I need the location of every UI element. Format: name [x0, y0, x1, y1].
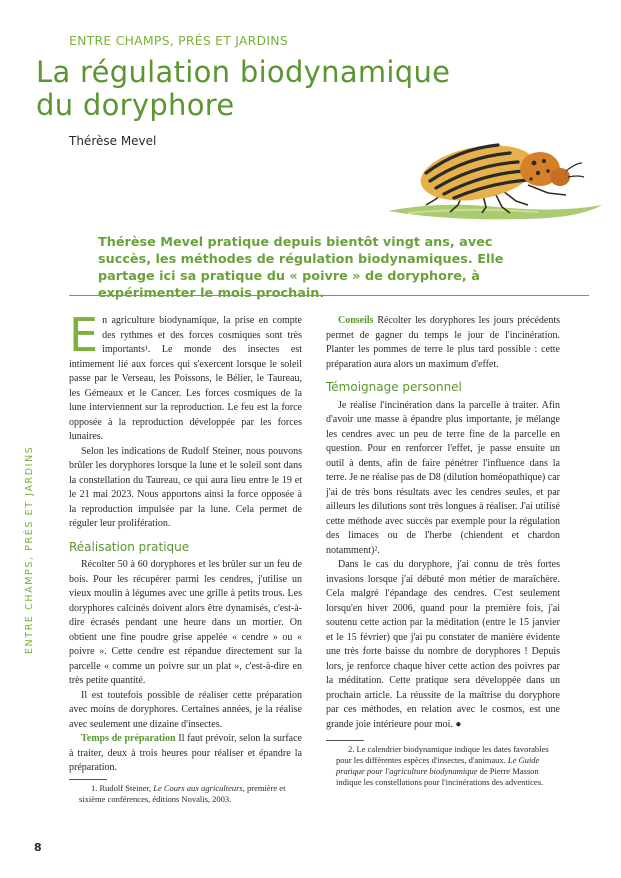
- right-column: [326, 314, 560, 788]
- inline-heading-conseils: Conseils: [338, 315, 374, 326]
- paragraph: Dans le cas du doryphore, j'ai connu de très fortes invasions lorsque j'ai débuté mon métier de maraîchère. Cela malgré l'épandage des cendres. C'est seulement lorsqu'en hiver 2006, quand pour la première fois, j'ai soutenu cette action par la méditation (entre le 15 janvier et le 15 février) que j'ai pu constater de manière évidente une très forte baisse du nombre de doryphores ! Depuis lors, je renforce chaque hiver cette action des poivres par la méditation. Cette pratique sera développée dans un prochain article. La réussite de la maîtrise du doryphore par ces méthodes, en relation avec le cosmos, est une grande joie intérieure pour moi. ●: [326, 559, 560, 730]
- footnote-divider: [69, 779, 107, 780]
- author-name: Thérèse Mevel: [69, 134, 157, 148]
- paragraph: Je réalise l'incinération dans la parcelle à traiter. Afin d'avoir une masse à épandre plus importante, je mélange les cendres avec un peu de terre fine de la parcelle en question. Pour en renforcer l'effet, je passe ensuite un outil à dents, afin de faire pénétrer l'influence dans la terre. Je ne réalise pas de D8 (dilution homéopathique) car j'ai de très bons résultats avec les cendres seules, et par ailleurs les dilutions sont très longues à réaliser. J'ai utilisé cette méthode avec succès par exemple pour la régulation des limaces ou de l'herbe (chiendent et chardon notamment)².: [326, 399, 560, 556]
- drop-cap: E: [69, 308, 99, 362]
- left-column: [69, 308, 302, 805]
- article-title: La régulation biodynamique du doryphore: [36, 55, 451, 122]
- footnote-divider: [326, 740, 364, 741]
- paragraph: Selon les indications de Rudolf Steiner, nous pouvons brûler les doryphores lorsque la lune et le soleil sont dans la constellation du Taureau, ce qui aura lieu entre le 19 et le 21 mai 2023. Nous apportons ainsi la force opposée à la reproduction impulsée par la lune. Cela permet de réguler leur prolifération.: [69, 445, 302, 529]
- paragraph: Temps de préparation Il faut prévoir, selon la surface à traiter, deux à trois heures pour réaliser et épandre la préparation.: [69, 733, 302, 773]
- intro-paragraph: Thérèse Mevel pratique depuis bientôt vingt ans, avec succès, les méthodes de régulation biodynamiques. Elle partage ici sa pratique du « poivre » de doryphore, à expérimenter le mois prochain.: [98, 235, 504, 301]
- paragraph: En agriculture biodynamique, la prise en compte des rythmes et des forces cosmiques sont très importants¹. Le monde des insectes est intimement lié aux forces qui s'exercent lorsque le soleil passe par le Verseau, les Poissons, le Bélier, le Taureau, les Gémeaux et le Cancer. Les forces cosmiques de la lune interviennent sur la reproduction. Le feu est la force opposée à la reproduction développée par les forces lunaires.: [69, 308, 302, 442]
- section-label: ENTRE CHAMPS, PRÉS ET JARDINS: [69, 33, 288, 48]
- footnote-2: 2. Le calendrier biodynamique indique les dates favorables pour les différentes espèces d'insectes, d'animaux. Le Guide pratique pour l'agriculture biodynamique de Pierre Masson indique les constellations pour l'incinérations des adventices.: [336, 744, 549, 787]
- paragraph: Il est toutefois possible de réaliser cette préparation avec moins de doryphores. Certaines années, je la réalise avec seulement une dizaine d'insectes.: [69, 689, 302, 730]
- inline-heading-temps: Temps de préparation: [81, 733, 176, 744]
- colorado-beetle-illustration: [378, 133, 606, 228]
- vertical-section-label: ENTRE CHAMPS, PRÉS ET JARDINS: [24, 445, 35, 654]
- paragraph: Récolter 50 à 60 doryphores et les brûler sur un feu de bois. Pour les récupérer parmi les cendres, j'utilise un vieux moulin à légumes avec une grille à petits trous. Les doryphores calcinés doivent alors être dynamisés, c'est-à-dire écrasés pendant une heure dans un mortier. On obtient une fine poudre grise appelée « cendre » ou « poivre ». Cette cendre est répandue directement sur la parcelle « comme un poivre sur un plat », c'est-à-dire en très petite quantité.: [69, 559, 302, 686]
- page-number: 8: [34, 841, 42, 854]
- intro-divider: [69, 295, 589, 296]
- subheading-realisation: Réalisation pratique: [69, 539, 190, 554]
- paragraph: Conseils Récolter les doryphores les jours précédents permet de gagner du temps le jour de l'incinération. Planter les pommes de terre le plus tard possible : cette préparation aura alors un maximum d'effet.: [326, 315, 560, 370]
- footnote-1: 1. Rudolf Steiner, Le Cours aux agriculteurs, première et sixième conférences, éditions Novalis, 2003.: [79, 782, 286, 804]
- subheading-temoignage: Témoignage personnel: [326, 380, 462, 394]
